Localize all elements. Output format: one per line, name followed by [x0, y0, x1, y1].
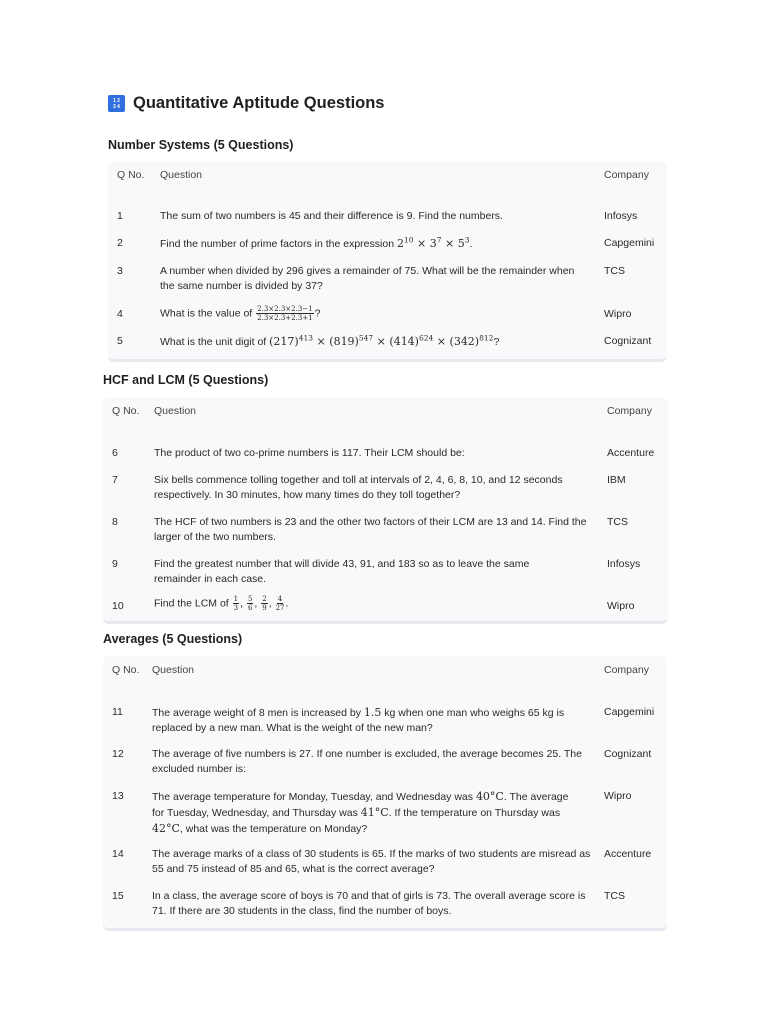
question-text: The product of two co-prime numbers is 117. Their LCM should be:: [154, 447, 465, 459]
company-name: Wipro: [604, 790, 632, 802]
question-text: Find the number of prime factors in the expression $2^{10} \times 3^7 \times 5^3$.: [160, 235, 473, 250]
company-name: Cognizant: [604, 748, 652, 760]
column-header-qno: Q No.: [112, 405, 140, 417]
question-number: 12: [112, 748, 124, 760]
company-name: Cognizant: [604, 335, 652, 347]
column-header-qno: Q No.: [117, 169, 145, 181]
question-text: A number when divided by 296 gives a remainder of 75. What will be the remainder when the same number is divided by 37?: [160, 265, 575, 292]
question-text: What is the unit digit of $(217)^{413} \times (819)^{547} \times (414)^{624} \times (342)^{812}$?: [160, 333, 500, 348]
numbers-icon: 1 2 3 4: [108, 95, 125, 112]
question-text: Six bells commence tolling together and toll at intervals of 2, 4, 6, 8, 10, and 12 seconds respectively. In 30 minutes, how many times do they toll together?: [154, 474, 563, 501]
company-name: TCS: [604, 265, 625, 277]
section-heading-averages: Averages (5 Questions): [103, 632, 243, 646]
fraction: $\frac{2}{9}$: [262, 595, 267, 612]
math-expression: $(217)^{413} \times (819)^{547} \times (414)^{624} \times (342)^{812}$: [269, 333, 494, 348]
column-header-company: Company: [604, 664, 649, 676]
question-number: 4: [117, 308, 123, 320]
company-name: Infosys: [607, 558, 641, 570]
question-number: 7: [112, 474, 118, 486]
section-heading-hcf-lcm: HCF and LCM (5 Questions): [103, 373, 269, 387]
table-hcf-lcm: [103, 397, 668, 624]
math-expression: $2^{10} \times 3^7 \times 5^3$: [396, 235, 470, 250]
company-name: Wipro: [607, 600, 635, 612]
question-text: The average temperature for Monday, Tuesday, and Wednesday was 40°C. The average for Tuesday, Wednesday, and Thursday was 41°C. If the temperature on Thursday was 42°C, what was the temperature on Monday?: [152, 790, 569, 835]
question-text: The average of five numbers is 27. If one number is excluded, the average becomes 25. The excluded number is:: [152, 748, 582, 775]
question-text: In a class, the average score of boys is 70 and that of girls is 73. The overall average score is 71. If there are 30 students in the class, find the number of boys.: [152, 890, 586, 917]
table-averages: [103, 656, 667, 931]
question-number: 13: [112, 790, 124, 802]
question-number: 9: [112, 558, 118, 570]
page-title: Quantitative Aptitude Questions: [133, 94, 385, 112]
question-number: 3: [117, 265, 123, 277]
company-name: Infosys: [604, 210, 638, 222]
question-number: 2: [117, 237, 123, 249]
column-header-company: Company: [604, 169, 649, 181]
column-header-qno: Q No.: [112, 664, 140, 676]
question-text: What is the value of $\frac{2.3\times 2.3\times 2.3-1}{2.3\times 2.3+2.3+1}$ ?: [160, 305, 321, 322]
fraction: $\frac{4}{27}$: [275, 595, 285, 612]
company-name: TCS: [607, 516, 628, 528]
question-number: 15: [112, 890, 124, 902]
question-number: 5: [117, 335, 123, 347]
company-name: Capgemini: [604, 237, 655, 249]
question-text: The average weight of 8 men is increased by 1.5 kg when one man who weighs 65 kg is replaced by a new man. What is the weight of the new man?: [152, 706, 565, 734]
page-title-row: [108, 94, 385, 113]
company-name: Accenture: [604, 848, 652, 860]
question-text: Find the greatest number that will divide 43, 91, and 183 so as to leave the same remainder in each case.: [154, 558, 530, 585]
question-text: The average marks of a class of 30 students is 65. If the marks of two students are misread as 55 and 75 instead of 85 and 65, what is the correct average?: [152, 848, 591, 875]
fraction: $\frac{2.3\times 2.3\times 2.3-1}{2.3\times 2.3+2.3+1}$: [257, 305, 313, 322]
question-number: 11: [112, 706, 123, 718]
question-text: Find the LCM of $\frac{1}{3}$ , $\frac{5}{6}$ , $\frac{2}{9}$ , $\frac{4}{27}$ .: [154, 595, 289, 612]
column-header-company: Company: [607, 405, 652, 417]
question-text: The HCF of two numbers is 23 and the other two factors of their LCM are 13 and 14. Find the larger of the two numbers.: [154, 516, 587, 543]
fraction: $\frac{1}{3}$: [233, 595, 239, 612]
column-header-question: Question: [152, 664, 195, 676]
column-header-question: Question: [154, 405, 197, 417]
column-header-question: Question: [160, 169, 203, 181]
question-text: The sum of two numbers is 45 and their difference is 9. Find the numbers.: [160, 210, 503, 222]
company-name: TCS: [604, 890, 625, 902]
question-number: 8: [112, 516, 118, 528]
company-name: IBM: [607, 474, 626, 486]
question-number: 10: [112, 600, 124, 612]
company-name: Capgemini: [604, 706, 655, 718]
table-number-systems: [108, 161, 667, 362]
section-heading-number-systems: Number Systems (5 Questions): [108, 138, 294, 152]
question-number: 1: [117, 210, 123, 222]
company-name: Wipro: [604, 308, 632, 320]
question-number: 14: [112, 848, 124, 860]
company-name: Accenture: [607, 447, 655, 459]
fraction: $\frac{5}{6}$: [247, 595, 253, 612]
question-number: 6: [112, 447, 118, 459]
